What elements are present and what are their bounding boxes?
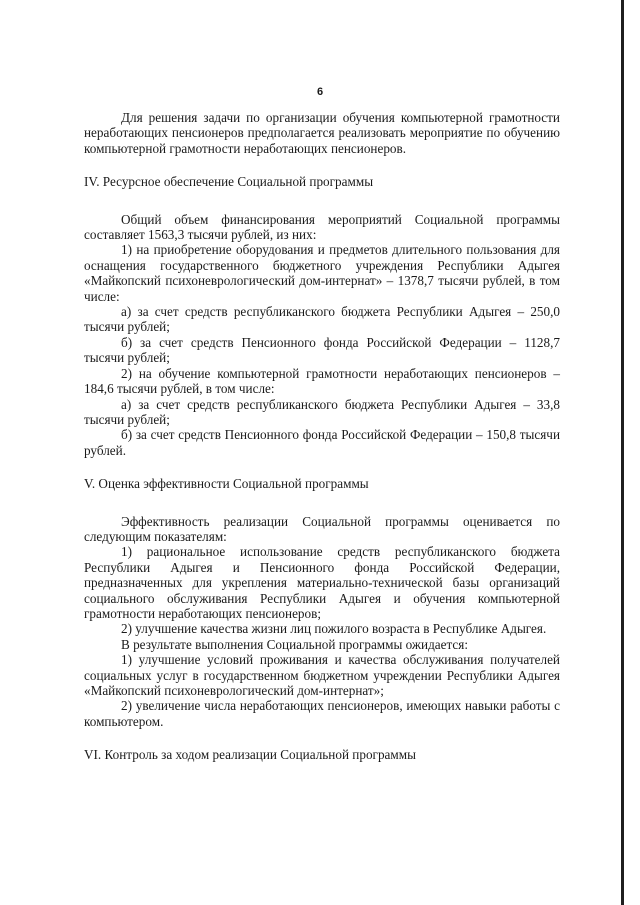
list-item: б) за счет средств Пенсионного фонда Российской Федерации – 1128,7 тысячи рублей; bbox=[84, 334, 560, 366]
list-item: 2) улучшение качества жизни лиц пожилого возраста в Республике Адыгея. bbox=[121, 621, 547, 637]
list-item: 1) улучшение условий проживания и качества обслуживания получателей социальных услуг в государственном бюджетном учреждении Республики Адыгея «Майкопский психоневрологический дом-интернат»; bbox=[84, 652, 560, 698]
list-item: а) за счет средств республиканского бюджета Республики Адыгея – 33,8 тысячи рублей; bbox=[84, 396, 560, 427]
document-body bbox=[84, 110, 560, 763]
list-item: 1) на приобретение оборудования и предметов длительного пользования для оснащения государственного бюджетного учреждения Республики Адыгея «Майкопский психоневрологический дом-интернат» – 1378,7 тысячи рублей, в том числе: bbox=[84, 242, 560, 304]
section-heading-control: VI. Контроль за ходом реализации Социальной программы bbox=[84, 747, 416, 763]
page-number: 6 bbox=[316, 86, 324, 98]
paragraph: В результате выполнения Социальной программы ожидается: bbox=[121, 636, 469, 652]
list-item: б) за счет средств Пенсионного фонда Российской Федерации – 150,8 тысячи рублей. bbox=[84, 427, 560, 458]
section-heading-efficiency: V. Оценка эффективности Социальной программы bbox=[84, 476, 369, 492]
list-item: 1) рациональное использование средств республиканского бюджета Республики Адыгея и Пенсионного фонда Российской Федерации, предназначенных для укрепления материально-технической базы организаций социального обслуживания Республики Адыгея и обучения компьютерной грамотности неработающих пенсионеров; bbox=[84, 544, 560, 621]
section-heading-resources: IV. Ресурсное обеспечение Социальной программы bbox=[84, 174, 374, 190]
list-item: а) за счет средств республиканского бюджета Республики Адыгея – 250,0 тысячи рублей; bbox=[84, 304, 560, 335]
paragraph: Общий объем финансирования мероприятий Социальной программы составляет 1563,3 тысячи рублей, из них: bbox=[84, 211, 560, 243]
scan-edge-line bbox=[621, 0, 624, 905]
list-item: 2) увеличение числа неработающих пенсионеров, имеющих навыки работы с компьютером. bbox=[84, 698, 560, 729]
intro-paragraph: Для решения задачи по организации обучения компьютерной грамотности неработающих пенсионеров предполагается реализовать мероприятие по обучению компьютерной грамотности неработающих пенсионеров. bbox=[84, 110, 560, 156]
list-item: 2) на обучение компьютерной грамотности неработающих пенсионеров – 184,6 тысячи рублей, в том числе: bbox=[84, 365, 560, 397]
paragraph: Эффективность реализации Социальной программы оценивается по следующим показателям: bbox=[84, 513, 560, 544]
